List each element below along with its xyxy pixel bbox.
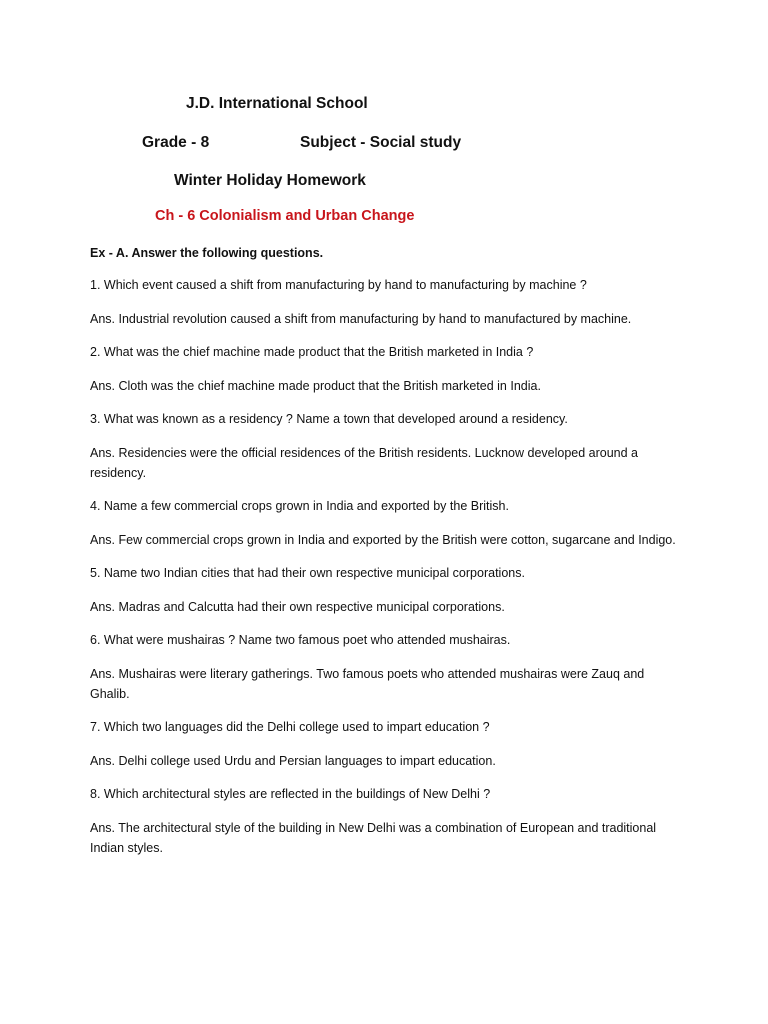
subject-label: Subject - Social study	[300, 134, 462, 151]
answer-8: Ans. The architectural style of the building in New Delhi was a combination of European and traditional Indian styles.	[90, 820, 657, 855]
question-7: 7. Which two languages did the Delhi college used to impart education ?	[90, 720, 490, 734]
question-1: 1. Which event caused a shift from manufacturing by hand to manufacturing by machine ?	[90, 278, 587, 292]
question-5: 5. Name two Indian cities that had their own respective municipal corporations.	[90, 566, 525, 580]
answer-3: Ans. Residencies were the official residences of the British residents. Lucknow developed around a residency.	[90, 445, 638, 480]
question-4: 4. Name a few commercial crops grown in India and exported by the British.	[90, 499, 509, 513]
chapter-title: Ch - 6 Colonialism and Urban Change	[155, 208, 415, 224]
exercise-heading: Ex - A. Answer the following questions.	[90, 246, 324, 260]
document-title: Winter Holiday Homework	[174, 172, 366, 189]
answer-1: Ans. Industrial revolution caused a shift from manufacturing by hand to manufactured by machine.	[90, 311, 632, 326]
answer-2: Ans. Cloth was the chief machine made product that the British marketed in India.	[90, 378, 541, 393]
question-3: 3. What was known as a residency ? Name a town that developed around a residency.	[90, 412, 568, 426]
question-6: 6. What were mushairas ? Name two famous poet who attended mushairas.	[90, 633, 511, 647]
grade-label: Grade - 8	[142, 134, 210, 151]
question-8: 8. Which architectural styles are reflected in the buildings of New Delhi ?	[90, 787, 491, 801]
answer-7: Ans. Delhi college used Urdu and Persian languages to impart education.	[90, 753, 496, 768]
question-2: 2. What was the chief machine made product that the British marketed in India ?	[90, 345, 534, 359]
answer-4: Ans. Few commercial crops grown in India and exported by the British were cotton, sugarcane and Indigo.	[90, 532, 676, 547]
school-name: J.D. International School	[186, 95, 368, 112]
qa-section	[90, 243, 680, 871]
answer-6: Ans. Mushairas were literary gatherings. Two famous poets who attended mushairas were Zauq and Ghalib.	[90, 666, 645, 701]
answer-5: Ans. Madras and Calcutta had their own respective municipal corporations.	[90, 599, 505, 614]
